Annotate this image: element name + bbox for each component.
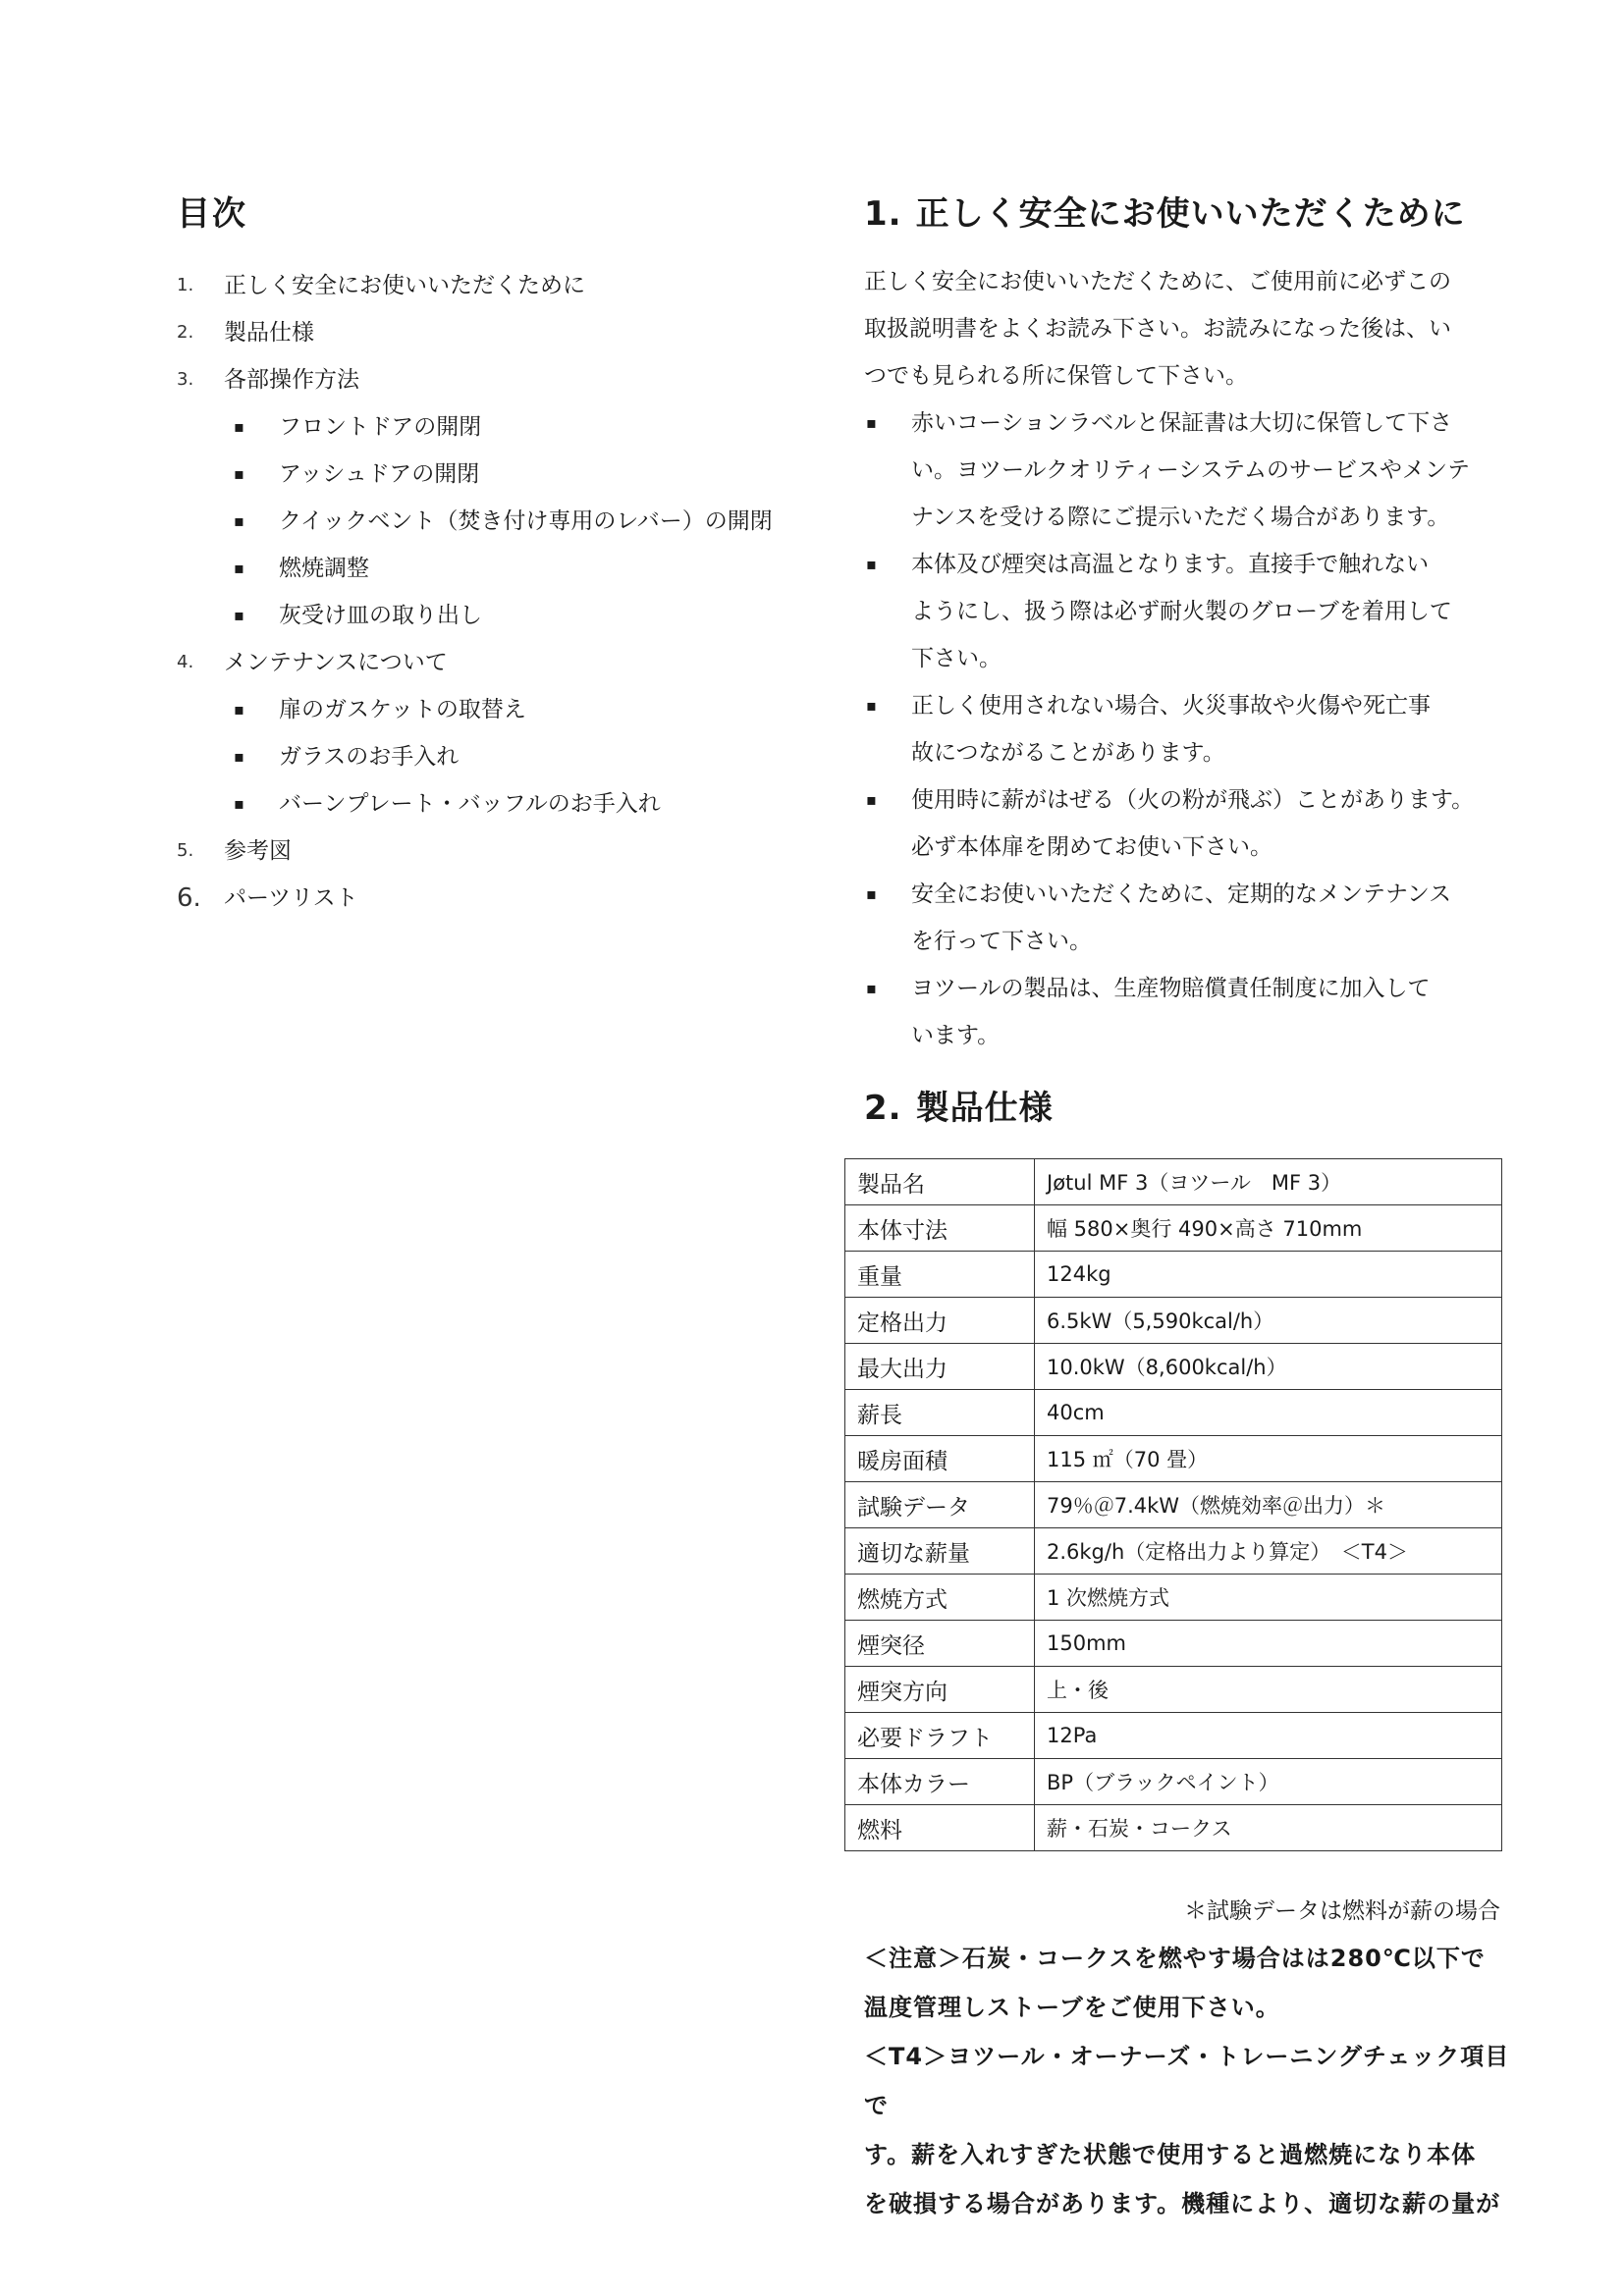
toc-subitem[interactable] (177, 451, 805, 498)
toc-subitem[interactable] (177, 733, 805, 780)
text-line: 正しく安全にお使いいただくために、ご使用前に必ずこの (864, 269, 1451, 294)
text-line: す。薪を入れすぎた状態で使用すると過燃焼になり本体 (864, 2141, 1477, 2168)
table-row (845, 1575, 1502, 1621)
table-row (845, 1805, 1502, 1851)
spec-value: BP（ブラックペイント） (1035, 1759, 1502, 1805)
bullet-icon: ▪ (234, 417, 244, 436)
bullet-icon: ▪ (866, 413, 877, 432)
table-row (845, 1436, 1502, 1482)
spec-key: 本体寸法 (845, 1205, 1035, 1252)
section-heading (864, 1081, 1512, 1129)
spec-value: 1 次燃焼方式 (1035, 1575, 1502, 1621)
spec-value: 40cm (1035, 1390, 1502, 1436)
text-line: ヨツールの製品は、生産物賠償責任制度に加入して (911, 976, 1431, 1001)
bullet-icon: ▪ (866, 790, 877, 809)
intro-paragraph (864, 258, 1512, 400)
toc-item[interactable] (177, 875, 805, 922)
table-row (845, 1759, 1502, 1805)
text-line: います。 (911, 1023, 1001, 1048)
spec-value: Jøtul MF 3（ヨツール MF 3） (1035, 1159, 1502, 1205)
section-heading (864, 187, 1512, 235)
safety-bullet (864, 682, 1512, 776)
text-line: 赤いコーションラベルと保証書は大切に保管して下さ (911, 410, 1453, 436)
spec-value: 幅 580×奥行 490×高さ 710mm (1035, 1205, 1502, 1252)
spec-key: 暖房面積 (845, 1436, 1035, 1482)
toc-number: 6. (177, 883, 201, 913)
spec-value: 10.0kW（8,600kcal/h） (1035, 1344, 1502, 1390)
spec-key: 薪長 (845, 1390, 1035, 1436)
toc-label: 正しく安全にお使いいただくために (224, 273, 585, 298)
table-row (845, 1205, 1502, 1252)
spec-key: 本体カラー (845, 1759, 1035, 1805)
table-row (845, 1159, 1502, 1205)
section-safety (864, 187, 1512, 1129)
spec-key: 試験データ (845, 1482, 1035, 1528)
spec-value: 6.5kW（5,590kcal/h） (1035, 1298, 1502, 1344)
table-row (845, 1344, 1502, 1390)
table-row (845, 1390, 1502, 1436)
text-line: 使用時に薪がはぜる（火の粉が飛ぶ）ことがあります。 (911, 787, 1475, 813)
bullet-icon: ▪ (866, 979, 877, 997)
toc-label: メンテナンスについて (224, 650, 448, 675)
toc-subitem[interactable] (177, 592, 805, 639)
spec-key: 煙突径 (845, 1621, 1035, 1667)
text-line: 故につながることがあります。 (911, 740, 1225, 766)
table-of-contents (177, 187, 805, 922)
table-row (845, 1713, 1502, 1759)
toc-label: 各部操作方法 (224, 367, 359, 393)
toc-label: クイックベント（焚き付け専用のレバー）の開閉 (279, 508, 773, 534)
spec-key: 適切な薪量 (845, 1528, 1035, 1575)
toc-number: 2. (177, 322, 194, 343)
toc-label: 製品仕様 (224, 320, 314, 346)
spec-key: 燃料 (845, 1805, 1035, 1851)
text-line: 本体及び煙突は高温となります。直接手で触れない (911, 552, 1430, 577)
toc-label: 参考図 (224, 838, 292, 864)
bullet-icon: ▪ (234, 511, 244, 530)
bullet-icon: ▪ (234, 606, 244, 624)
toc-label: 灰受け皿の取り出し (279, 603, 482, 628)
spec-value: 2.6kg/h（定格出力より算定） ＜T4＞ (1035, 1528, 1502, 1575)
text-line: 下さい。 (911, 646, 1001, 671)
toc-item[interactable] (177, 639, 805, 686)
table-footnote: ＊試験データは燃料が薪の場合 (1184, 1898, 1500, 1924)
text-line: つでも見られる所に保管して下さい。 (864, 363, 1248, 389)
spec-key: 重量 (845, 1252, 1035, 1298)
text-line: 必ず本体扉を閉めてお使い下さい。 (911, 834, 1272, 860)
toc-number: 3. (177, 369, 194, 390)
spec-key: 最大出力 (845, 1344, 1035, 1390)
spec-key: 定格出力 (845, 1298, 1035, 1344)
safety-bullet (864, 965, 1512, 1059)
bullet-icon: ▪ (234, 700, 244, 719)
text-line: を破損する場合があります。機種により、適切な薪の量が (864, 2190, 1501, 2217)
toc-item[interactable] (177, 262, 805, 309)
bullet-icon: ▪ (866, 696, 877, 715)
spec-value: 12Pa (1035, 1713, 1502, 1759)
text-line: ＜T4＞ヨツール・オーナーズ・トレーニングチェック項目で (864, 2043, 1510, 2119)
text-line: 正しく使用されない場合、火災事故や火傷や死亡事 (911, 693, 1431, 719)
safety-bullet (864, 776, 1512, 871)
spec-table (844, 1158, 1502, 1851)
table-row (845, 1482, 1502, 1528)
text-line: ようにし、扱う際は必ず耐火製のグローブを着用して (911, 599, 1452, 624)
toc-label: 燃焼調整 (279, 556, 369, 581)
toc-title: 目次 (177, 194, 247, 234)
toc-subitem[interactable] (177, 545, 805, 592)
spec-value: 上・後 (1035, 1667, 1502, 1713)
toc-label: 扉のガスケットの取替え (279, 697, 526, 722)
text-line: い。ヨツールクオリティーシステムのサービスやメンテ (911, 457, 1471, 483)
section-title: 製品仕様 (915, 1089, 1054, 1128)
toc-subitem[interactable] (177, 498, 805, 545)
spec-value: 79％＠7.4kW（燃焼効率＠出力）＊ (1035, 1482, 1502, 1528)
table-row (845, 1667, 1502, 1713)
bullet-icon: ▪ (866, 555, 877, 573)
toc-label: フロントドアの開閉 (279, 414, 482, 440)
text-line: 温度管理しストーブをご使用下さい。 (864, 1994, 1280, 2021)
toc-subitem[interactable] (177, 780, 805, 828)
toc-label: バーンプレート・バッフルのお手入れ (279, 791, 661, 817)
spec-value: 150mm (1035, 1621, 1502, 1667)
toc-label: パーツリスト (224, 885, 358, 911)
table-row (845, 1298, 1502, 1344)
bullet-icon: ▪ (234, 747, 244, 766)
spec-value: 124kg (1035, 1252, 1502, 1298)
caution-note (864, 1934, 1512, 2228)
toc-subitem[interactable] (177, 686, 805, 733)
spec-key: 製品名 (845, 1159, 1035, 1205)
toc-number: 4. (177, 652, 194, 672)
table-row (845, 1621, 1502, 1667)
table-row (845, 1528, 1502, 1575)
toc-item[interactable] (177, 309, 805, 356)
toc-subitem[interactable] (177, 403, 805, 451)
toc-number: 1. (177, 275, 194, 295)
text-line: 取扱説明書をよくお読み下さい。お読みになった後は、い (864, 316, 1451, 342)
text-line: ナンスを受ける際にご提示いただく場合があります。 (911, 505, 1450, 530)
section-title: 正しく安全にお使いいただくために (915, 194, 1466, 234)
section-number: 1. (864, 194, 902, 234)
toc-item[interactable] (177, 828, 805, 875)
bullet-icon: ▪ (234, 464, 244, 483)
spec-key: 煙突方向 (845, 1667, 1035, 1713)
toc-label: ガラスのお手入れ (279, 744, 460, 770)
bullet-icon: ▪ (866, 884, 877, 903)
table-row (845, 1252, 1502, 1298)
safety-bullet (864, 541, 1512, 682)
bullet-icon: ▪ (234, 559, 244, 577)
text-line: ＜注意＞石炭・コークスを燃やす場合はは280℃以下で (864, 1945, 1486, 1972)
text-line: を行って下さい。 (911, 929, 1092, 954)
spec-key: 燃焼方式 (845, 1575, 1035, 1621)
safety-bullet (864, 871, 1512, 965)
bullet-icon: ▪ (234, 794, 244, 813)
spec-value: 115 ㎡（70 畳） (1035, 1436, 1502, 1482)
toc-label: アッシュドアの開閉 (279, 461, 480, 487)
section-number: 2. (864, 1089, 902, 1128)
spec-key: 必要ドラフト (845, 1713, 1035, 1759)
spec-value: 薪・石炭・コークス (1035, 1805, 1502, 1851)
toc-item[interactable] (177, 356, 805, 403)
safety-bullet (864, 400, 1512, 541)
text-line: 安全にお使いいただくために、定期的なメンテナンス (911, 881, 1452, 907)
toc-number: 5. (177, 840, 194, 861)
